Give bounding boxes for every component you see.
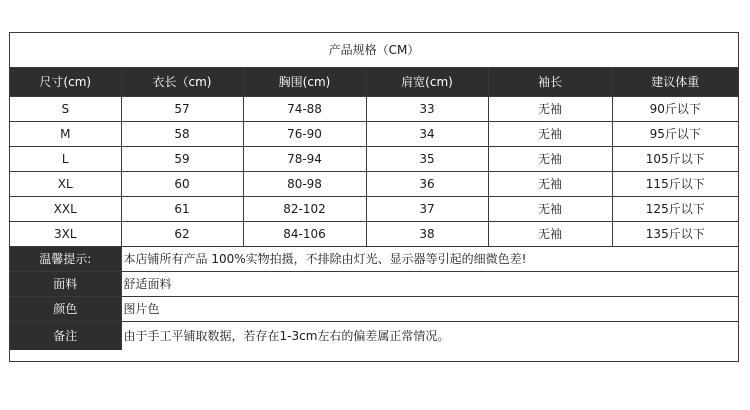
- note-text: 舒适面料: [121, 271, 738, 296]
- note-row-fabric: [10, 271, 738, 296]
- shoulder-cell: 37: [366, 196, 488, 221]
- note-row-tip: [10, 246, 738, 271]
- size-cell: XXL: [10, 196, 121, 221]
- length-cell: 61: [121, 196, 243, 221]
- note-label: 备注: [10, 321, 121, 350]
- size-cell: S: [10, 96, 121, 121]
- weight-cell: 105斤以下: [612, 146, 738, 171]
- size-chart: [9, 32, 739, 362]
- shoulder-cell: 38: [366, 221, 488, 246]
- weight-cell: 115斤以下: [612, 171, 738, 196]
- note-row-color: [10, 296, 738, 321]
- note-text: 本店铺所有产品 100%实物拍摄，不排除由灯光、显示器等引起的细微色差!: [121, 246, 738, 271]
- bust-cell: 76-90: [243, 121, 366, 146]
- sleeve-cell: 无袖: [488, 196, 612, 221]
- sleeve-cell: 无袖: [488, 96, 612, 121]
- table-row: [10, 196, 738, 221]
- length-cell: 59: [121, 146, 243, 171]
- note-text: 图片色: [121, 296, 738, 321]
- weight-cell: 90斤以下: [612, 96, 738, 121]
- length-cell: 62: [121, 221, 243, 246]
- size-chart-title: 产品规格（CM）: [10, 33, 738, 68]
- sleeve-cell: 无袖: [488, 146, 612, 171]
- sleeve-cell: 无袖: [488, 221, 612, 246]
- sleeve-cell: 无袖: [488, 121, 612, 146]
- table-row: [10, 221, 738, 246]
- note-label: 面料: [10, 271, 121, 296]
- header-size: 尺寸(cm): [10, 68, 121, 96]
- table-row: [10, 121, 738, 146]
- bust-cell: 80-98: [243, 171, 366, 196]
- table-row: [10, 171, 738, 196]
- bust-cell: 78-94: [243, 146, 366, 171]
- size-cell: XL: [10, 171, 121, 196]
- size-table: [10, 68, 738, 350]
- weight-cell: 125斤以下: [612, 196, 738, 221]
- header-bust: 胸围(cm): [243, 68, 366, 96]
- shoulder-cell: 34: [366, 121, 488, 146]
- bust-cell: 84-106: [243, 221, 366, 246]
- size-cell: 3XL: [10, 221, 121, 246]
- shoulder-cell: 33: [366, 96, 488, 121]
- header-weight: 建议体重: [612, 68, 738, 96]
- length-cell: 60: [121, 171, 243, 196]
- table-row: [10, 96, 738, 121]
- weight-cell: 95斤以下: [612, 121, 738, 146]
- bust-cell: 74-88: [243, 96, 366, 121]
- note-label: 温馨提示:: [10, 246, 121, 271]
- header-length: 衣长（cm): [121, 68, 243, 96]
- shoulder-cell: 36: [366, 171, 488, 196]
- header-sleeve: 袖长: [488, 68, 612, 96]
- size-cell: M: [10, 121, 121, 146]
- bust-cell: 82-102: [243, 196, 366, 221]
- weight-cell: 135斤以下: [612, 221, 738, 246]
- length-cell: 58: [121, 121, 243, 146]
- size-cell: L: [10, 146, 121, 171]
- sleeve-cell: 无袖: [488, 171, 612, 196]
- length-cell: 57: [121, 96, 243, 121]
- note-row-remark: [10, 321, 738, 350]
- note-text: 由于手工平铺取数据，若存在1-3cm左右的偏差属正常情况。: [123, 329, 450, 344]
- shoulder-cell: 35: [366, 146, 488, 171]
- note-label: 颜色: [10, 296, 121, 321]
- header-row: [10, 68, 738, 96]
- table-row: [10, 146, 738, 171]
- header-shoulder: 肩宽(cm): [366, 68, 488, 96]
